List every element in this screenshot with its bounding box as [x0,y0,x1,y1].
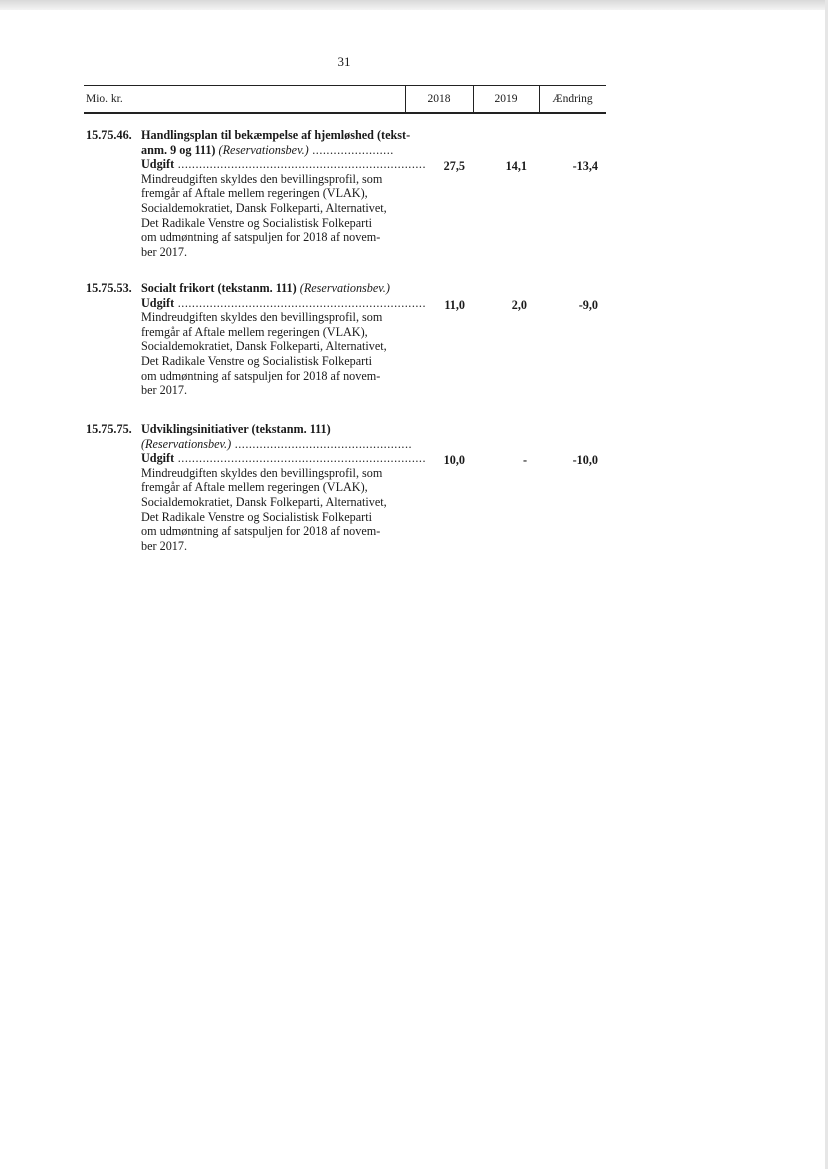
unit-label: Mio. kr. [86,93,123,105]
description-line: fremgår af Aftale mellem regeringen (VLAK), [141,480,368,495]
dot-leader: ...................................................................... [174,451,427,466]
description-line: Socialdemokratiet, Dansk Folkeparti, Alternativet, [141,200,387,215]
description-line: fremgår af Aftale mellem regeringen (VLAK), [141,186,368,201]
description-line: Socialdemokratiet, Dansk Folkeparti, Alternativet, [141,494,387,509]
entry-title-text: anm. 9 og 111) [141,142,216,157]
value-change: -10,0 [572,453,598,467]
dot-leader: ....................... [308,142,394,157]
reservation-note: (Reservationsbev.) [299,281,390,295]
udgift-label: Udgift [141,295,175,310]
dot-leader: ...................................................................... [174,295,427,310]
description-line: ber 2017. [141,383,188,398]
description-line: om udmøntning af satspuljen for 2018 af novem- [141,524,381,539]
description-line: Det Radikale Venstre og Socialistisk Folkeparti [141,215,372,230]
column-header-2018: 2018 [427,93,451,105]
description-line: fremgår af Aftale mellem regeringen (VLAK), [141,324,368,339]
account-number: 15.75.75. [86,422,132,436]
description-line: ber 2017. [141,244,188,259]
udgift-label: Udgift [141,157,175,172]
value-2018: 27,5 [443,159,465,173]
value-change: -13,4 [572,159,598,173]
budget-entry [86,128,606,268]
account-number: 15.75.53. [86,281,132,295]
entry-body [141,422,491,553]
description-line: Mindreudgiften skyldes den bevillingsprofil, som [141,465,383,480]
description-line: Det Radikale Venstre og Socialistisk Folkeparti [141,509,372,524]
description-line: Socialdemokratiet, Dansk Folkeparti, Alternativet, [141,339,387,354]
column-header-2019: 2019 [494,93,518,105]
description-line: Det Radikale Venstre og Socialistisk Folkeparti [141,353,372,368]
entry-title-line [141,143,491,158]
description-line: Mindreudgiften skyldes den bevillingsprofil, som [141,310,383,325]
page-number: 31 [337,54,351,69]
value-2019: 2,0 [511,298,527,312]
budget-entry [86,281,606,401]
budget-entry [86,422,606,552]
description-line: ber 2017. [141,538,188,553]
description-line: Mindreudgiften skyldes den bevillingsprofil, som [141,171,383,186]
value-2019: - [522,453,527,467]
entry-title-text: Socialt frikort (tekstanm. 111) [141,281,297,295]
value-2018: 11,0 [444,298,465,312]
dot-leader: ...................................................................... [174,157,427,172]
udgift-label: Udgift [141,451,175,466]
entry-title-line: Udviklingsinitiativer (tekstanm. 111) [141,422,331,436]
entry-title-line [141,437,491,452]
account-number: 15.75.46. [86,128,132,142]
entry-title-line: Handlingsplan til bekæmpelse af hjemløshed (tekst- [141,128,411,142]
value-2019: 14,1 [505,159,527,173]
dot-leader: .................................................. [231,436,413,451]
value-change: -9,0 [578,298,598,312]
scan-top-edge [0,0,828,10]
entry-body [141,128,491,259]
reservation-note: (Reservationsbev.) [218,142,309,157]
table-header [84,85,606,114]
entry-title-line [141,281,491,296]
value-2018: 10,0 [443,453,465,467]
column-header-change: Ændring [552,93,593,105]
reservation-note: (Reservationsbev.) [141,436,232,451]
description-line: om udmøntning af satspuljen for 2018 af novem- [141,230,381,245]
description-line: om udmøntning af satspuljen for 2018 af novem- [141,368,381,383]
